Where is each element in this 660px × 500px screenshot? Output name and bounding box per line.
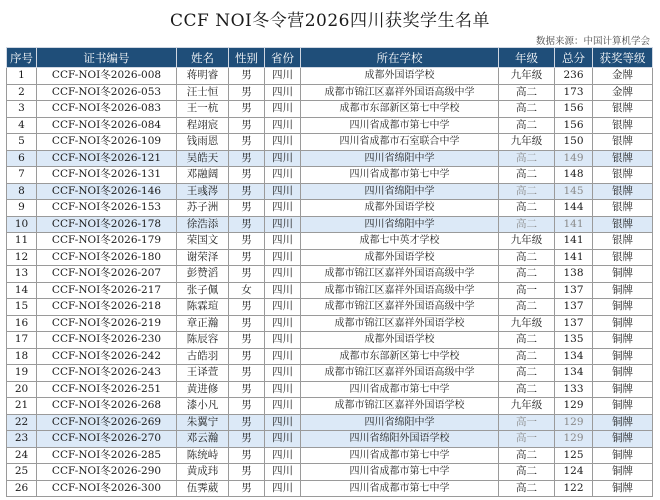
column-grade-header: 年级	[499, 48, 555, 68]
cell-grade: 高二	[499, 200, 555, 217]
cell-no: 5	[7, 134, 37, 151]
cell-gender: 男	[229, 216, 265, 233]
cell-no: 1	[7, 68, 37, 85]
cell-score: 173	[555, 84, 593, 101]
cell-award: 铜牌	[593, 315, 653, 332]
cell-province: 四川	[265, 183, 301, 200]
cell-award: 银牌	[593, 134, 653, 151]
cell-school: 成都市锦江区嘉祥外国语高级中学	[301, 282, 499, 299]
cell-province: 四川	[265, 282, 301, 299]
cell-school: 四川省绵阳中学	[301, 150, 499, 167]
cell-gender: 男	[229, 480, 265, 497]
cell-province: 四川	[265, 117, 301, 134]
cell-no: 14	[7, 282, 37, 299]
cell-no: 4	[7, 117, 37, 134]
cell-province: 四川	[265, 447, 301, 464]
table-row	[7, 84, 653, 101]
cell-score: 150	[555, 134, 593, 151]
cell-gender: 女	[229, 282, 265, 299]
award-table	[6, 47, 653, 497]
cell-score: 137	[555, 299, 593, 316]
cell-no: 17	[7, 332, 37, 349]
cell-name: 邓云瀚	[177, 431, 229, 448]
cell-name: 邓融阔	[177, 167, 229, 184]
cell-name: 谢荣泽	[177, 249, 229, 266]
cell-gender: 男	[229, 464, 265, 481]
cell-school: 四川省成都市第七中学	[301, 447, 499, 464]
cell-province: 四川	[265, 464, 301, 481]
cell-province: 四川	[265, 101, 301, 118]
cell-no: 2	[7, 84, 37, 101]
cell-cert-id: CCF-NOI冬2026-290	[37, 464, 177, 481]
cell-cert-id: CCF-NOI冬2026-109	[37, 134, 177, 151]
cell-score: 148	[555, 167, 593, 184]
cell-gender: 男	[229, 150, 265, 167]
cell-score: 137	[555, 315, 593, 332]
table-row	[7, 266, 653, 283]
cell-score: 141	[555, 233, 593, 250]
cell-gender: 男	[229, 249, 265, 266]
cell-gender: 男	[229, 200, 265, 217]
cell-gender: 男	[229, 365, 265, 382]
table-row	[7, 150, 653, 167]
cell-award: 铜牌	[593, 431, 653, 448]
cell-no: 13	[7, 266, 37, 283]
cell-award: 银牌	[593, 150, 653, 167]
cell-award: 金牌	[593, 68, 653, 85]
cell-gender: 男	[229, 447, 265, 464]
cell-no: 10	[7, 216, 37, 233]
cell-name: 彭赞滔	[177, 266, 229, 283]
cell-award: 银牌	[593, 249, 653, 266]
cell-grade: 高二	[499, 332, 555, 349]
cell-grade: 九年级	[499, 398, 555, 415]
cell-no: 25	[7, 464, 37, 481]
cell-no: 3	[7, 101, 37, 118]
cell-grade: 九年级	[499, 233, 555, 250]
cell-cert-id: CCF-NOI冬2026-269	[37, 414, 177, 431]
table-row	[7, 216, 653, 233]
cell-award: 铜牌	[593, 299, 653, 316]
cell-score: 236	[555, 68, 593, 85]
table-row	[7, 447, 653, 464]
cell-province: 四川	[265, 68, 301, 85]
cell-school: 四川省绵阳中学	[301, 216, 499, 233]
cell-award: 银牌	[593, 200, 653, 217]
cell-cert-id: CCF-NOI冬2026-053	[37, 84, 177, 101]
cell-no: 18	[7, 348, 37, 365]
cell-name: 徐浩添	[177, 216, 229, 233]
cell-cert-id: CCF-NOI冬2026-219	[37, 315, 177, 332]
cell-grade: 高二	[499, 447, 555, 464]
cell-award: 银牌	[593, 183, 653, 200]
column-gender-header: 性别	[229, 48, 265, 68]
cell-no: 19	[7, 365, 37, 382]
cell-gender: 男	[229, 332, 265, 349]
cell-grade: 高二	[499, 84, 555, 101]
cell-grade: 高二	[499, 266, 555, 283]
cell-name: 吴皓天	[177, 150, 229, 167]
data-source-note: 数据来源：中国计算机学会	[535, 36, 650, 47]
cell-no: 6	[7, 150, 37, 167]
cell-school: 成都市锦江区嘉祥外国语高级中学	[301, 266, 499, 283]
cell-award: 铜牌	[593, 414, 653, 431]
cell-cert-id: CCF-NOI冬2026-146	[37, 183, 177, 200]
cell-cert-id: CCF-NOI冬2026-268	[37, 398, 177, 415]
table-row	[7, 299, 653, 316]
cell-cert-id: CCF-NOI冬2026-180	[37, 249, 177, 266]
table-row	[7, 68, 653, 85]
cell-no: 20	[7, 381, 37, 398]
cell-no: 16	[7, 315, 37, 332]
cell-province: 四川	[265, 414, 301, 431]
cell-gender: 男	[229, 183, 265, 200]
cell-no: 9	[7, 200, 37, 217]
cell-province: 四川	[265, 381, 301, 398]
cell-school: 成都市东部新区第七中学校	[301, 348, 499, 365]
table-row	[7, 381, 653, 398]
cell-grade: 高二	[499, 381, 555, 398]
cell-score: 145	[555, 183, 593, 200]
cell-school: 成都外国语学校	[301, 249, 499, 266]
cell-name: 黄成玮	[177, 464, 229, 481]
cell-grade: 高一	[499, 431, 555, 448]
cell-school: 四川省成都市第七中学	[301, 381, 499, 398]
cell-cert-id: CCF-NOI冬2026-285	[37, 447, 177, 464]
table-row	[7, 398, 653, 415]
cell-cert-id: CCF-NOI冬2026-178	[37, 216, 177, 233]
cell-no: 21	[7, 398, 37, 415]
cell-cert-id: CCF-NOI冬2026-084	[37, 117, 177, 134]
cell-gender: 男	[229, 431, 265, 448]
cell-grade: 高二	[499, 167, 555, 184]
cell-no: 7	[7, 167, 37, 184]
cell-cert-id: CCF-NOI冬2026-270	[37, 431, 177, 448]
cell-award: 银牌	[593, 233, 653, 250]
cell-grade: 高二	[499, 464, 555, 481]
table-body	[7, 68, 653, 497]
cell-school: 成都市锦江区嘉祥外国语学校	[301, 315, 499, 332]
cell-award: 金牌	[593, 84, 653, 101]
table-row	[7, 431, 653, 448]
cell-name: 陈统峙	[177, 447, 229, 464]
cell-grade: 九年级	[499, 68, 555, 85]
cell-no: 11	[7, 233, 37, 250]
cell-gender: 男	[229, 117, 265, 134]
cell-name: 张子佩	[177, 282, 229, 299]
cell-score: 122	[555, 480, 593, 497]
cell-school: 成都市锦江区嘉祥外国语高级中学	[301, 365, 499, 382]
cell-score: 124	[555, 464, 593, 481]
cell-school: 成都七中英才学校	[301, 233, 499, 250]
cell-score: 135	[555, 332, 593, 349]
cell-no: 23	[7, 431, 37, 448]
cell-cert-id: CCF-NOI冬2026-207	[37, 266, 177, 283]
cell-gender: 男	[229, 68, 265, 85]
cell-province: 四川	[265, 315, 301, 332]
cell-award: 铜牌	[593, 332, 653, 349]
cell-province: 四川	[265, 233, 301, 250]
table-row	[7, 134, 653, 151]
cell-grade: 高二	[499, 150, 555, 167]
cell-score: 137	[555, 282, 593, 299]
table-row	[7, 365, 653, 382]
cell-name: 陈辰容	[177, 332, 229, 349]
cell-grade: 高二	[499, 117, 555, 134]
cell-score: 144	[555, 200, 593, 217]
cell-school: 四川省绵阳中学	[301, 414, 499, 431]
cell-award: 铜牌	[593, 348, 653, 365]
column-province-header: 省份	[265, 48, 301, 68]
cell-name: 黄进修	[177, 381, 229, 398]
cell-grade: 高二	[499, 249, 555, 266]
cell-cert-id: CCF-NOI冬2026-217	[37, 282, 177, 299]
cell-name: 苏子洲	[177, 200, 229, 217]
column-cert-header: 证书编号	[37, 48, 177, 68]
table-row	[7, 101, 653, 118]
cell-no: 26	[7, 480, 37, 497]
cell-cert-id: CCF-NOI冬2026-242	[37, 348, 177, 365]
cell-award: 铜牌	[593, 480, 653, 497]
cell-province: 四川	[265, 266, 301, 283]
cell-grade: 高一	[499, 282, 555, 299]
cell-cert-id: CCF-NOI冬2026-251	[37, 381, 177, 398]
table-row	[7, 332, 653, 349]
cell-no: 15	[7, 299, 37, 316]
table-row	[7, 348, 653, 365]
cell-school: 四川省成都市第七中学	[301, 167, 499, 184]
cell-grade: 高二	[499, 348, 555, 365]
cell-gender: 男	[229, 398, 265, 415]
cell-province: 四川	[265, 365, 301, 382]
cell-cert-id: CCF-NOI冬2026-153	[37, 200, 177, 217]
cell-award: 银牌	[593, 167, 653, 184]
cell-gender: 男	[229, 381, 265, 398]
cell-award: 铜牌	[593, 266, 653, 283]
cell-gender: 男	[229, 299, 265, 316]
cell-cert-id: CCF-NOI冬2026-131	[37, 167, 177, 184]
cell-name: 荣国文	[177, 233, 229, 250]
cell-gender: 男	[229, 101, 265, 118]
cell-grade: 高二	[499, 183, 555, 200]
cell-cert-id: CCF-NOI冬2026-121	[37, 150, 177, 167]
cell-grade: 高二	[499, 216, 555, 233]
cell-award: 银牌	[593, 216, 653, 233]
column-name-header: 姓名	[177, 48, 229, 68]
cell-award: 铜牌	[593, 282, 653, 299]
table-row	[7, 315, 653, 332]
cell-school: 成都市东部新区第七中学校	[301, 101, 499, 118]
cell-province: 四川	[265, 150, 301, 167]
cell-score: 134	[555, 365, 593, 382]
cell-school: 四川省绵阳外国语学校	[301, 431, 499, 448]
cell-score: 138	[555, 266, 593, 283]
table-row	[7, 117, 653, 134]
table-row	[7, 249, 653, 266]
cell-score: 156	[555, 117, 593, 134]
table-row	[7, 200, 653, 217]
cell-name: 王一杭	[177, 101, 229, 118]
cell-name: 蒋明睿	[177, 68, 229, 85]
cell-no: 12	[7, 249, 37, 266]
table-row	[7, 464, 653, 481]
cell-province: 四川	[265, 200, 301, 217]
cell-school: 成都外国语学校	[301, 332, 499, 349]
cell-province: 四川	[265, 299, 301, 316]
cell-school: 四川省绵阳中学	[301, 183, 499, 200]
cell-grade: 高二	[499, 480, 555, 497]
table-row	[7, 167, 653, 184]
cell-name: 朱翼宁	[177, 414, 229, 431]
table-row	[7, 480, 653, 497]
cell-grade: 九年级	[499, 134, 555, 151]
cell-school: 成都外国语学校	[301, 68, 499, 85]
cell-cert-id: CCF-NOI冬2026-230	[37, 332, 177, 349]
cell-name: 程翊宸	[177, 117, 229, 134]
cell-name: 伍霁葳	[177, 480, 229, 497]
cell-school: 成都外国语学校	[301, 200, 499, 217]
table-row	[7, 233, 653, 250]
cell-province: 四川	[265, 431, 301, 448]
column-score-header: 总分	[555, 48, 593, 68]
cell-school: 四川省成都市第七中学	[301, 480, 499, 497]
cell-name: 漆小凡	[177, 398, 229, 415]
cell-score: 129	[555, 398, 593, 415]
cell-score: 141	[555, 249, 593, 266]
cell-name: 王译萱	[177, 365, 229, 382]
cell-award: 银牌	[593, 117, 653, 134]
cell-award: 铜牌	[593, 398, 653, 415]
cell-name: 钱雨恩	[177, 134, 229, 151]
cell-cert-id: CCF-NOI冬2026-179	[37, 233, 177, 250]
cell-score: 125	[555, 447, 593, 464]
cell-score: 141	[555, 216, 593, 233]
cell-grade: 高一	[499, 414, 555, 431]
cell-province: 四川	[265, 332, 301, 349]
table-row	[7, 414, 653, 431]
cell-school: 成都市锦江区嘉祥外国语高级中学	[301, 299, 499, 316]
cell-name: 章正瀚	[177, 315, 229, 332]
cell-score: 149	[555, 150, 593, 167]
cell-award: 银牌	[593, 101, 653, 118]
cell-name: 王彧涔	[177, 183, 229, 200]
page-title: CCF NOI冬令营2026四川获奖学生名单	[169, 11, 490, 31]
cell-grade: 九年级	[499, 315, 555, 332]
cell-name: 古皓羽	[177, 348, 229, 365]
cell-cert-id: CCF-NOI冬2026-008	[37, 68, 177, 85]
cell-province: 四川	[265, 134, 301, 151]
cell-award: 铜牌	[593, 365, 653, 382]
cell-no: 8	[7, 183, 37, 200]
cell-gender: 男	[229, 134, 265, 151]
cell-school: 成都市锦江区嘉祥外国语学校	[301, 398, 499, 415]
cell-school: 四川省成都市第七中学	[301, 464, 499, 481]
cell-award: 铜牌	[593, 447, 653, 464]
cell-gender: 男	[229, 266, 265, 283]
cell-province: 四川	[265, 167, 301, 184]
cell-score: 133	[555, 381, 593, 398]
cell-cert-id: CCF-NOI冬2026-083	[37, 101, 177, 118]
column-no-header: 序号	[7, 48, 37, 68]
cell-grade: 高二	[499, 365, 555, 382]
table-row	[7, 183, 653, 200]
cell-name: 汪士恒	[177, 84, 229, 101]
cell-score: 129	[555, 414, 593, 431]
cell-gender: 男	[229, 414, 265, 431]
cell-province: 四川	[265, 348, 301, 365]
cell-cert-id: CCF-NOI冬2026-300	[37, 480, 177, 497]
cell-grade: 高二	[499, 101, 555, 118]
cell-province: 四川	[265, 398, 301, 415]
column-school-header: 所在学校	[301, 48, 499, 68]
cell-score: 129	[555, 431, 593, 448]
cell-province: 四川	[265, 216, 301, 233]
table-header-row	[7, 48, 653, 68]
cell-cert-id: CCF-NOI冬2026-218	[37, 299, 177, 316]
cell-school: 四川省成都市第七中学	[301, 117, 499, 134]
cell-province: 四川	[265, 249, 301, 266]
cell-province: 四川	[265, 84, 301, 101]
cell-no: 24	[7, 447, 37, 464]
cell-grade: 高二	[499, 299, 555, 316]
column-award-header: 获奖等级	[593, 48, 653, 68]
cell-school: 成都市锦江区嘉祥外国语高级中学	[301, 84, 499, 101]
cell-school: 四川省成都市石室联合中学	[301, 134, 499, 151]
cell-award: 铜牌	[593, 381, 653, 398]
cell-award: 铜牌	[593, 464, 653, 481]
table-row	[7, 282, 653, 299]
cell-gender: 男	[229, 348, 265, 365]
cell-gender: 男	[229, 167, 265, 184]
cell-province: 四川	[265, 480, 301, 497]
cell-no: 22	[7, 414, 37, 431]
cell-gender: 男	[229, 315, 265, 332]
cell-score: 156	[555, 101, 593, 118]
cell-score: 134	[555, 348, 593, 365]
cell-gender: 男	[229, 233, 265, 250]
cell-gender: 男	[229, 84, 265, 101]
cell-name: 陈霖瑄	[177, 299, 229, 316]
cell-cert-id: CCF-NOI冬2026-243	[37, 365, 177, 382]
